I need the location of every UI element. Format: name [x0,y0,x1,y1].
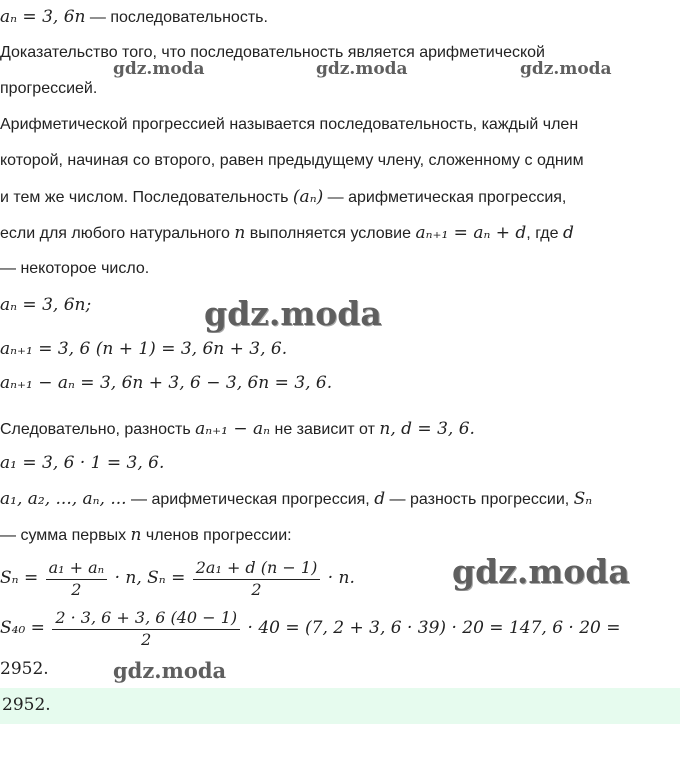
formula-an-seq: (aₙ) [292,187,324,207]
fraction-s40 [52,608,240,650]
formula-n: n [234,223,246,243]
equation-an-plus-1: aₙ₊₁ = 3, 6 (n + 1) = 3, 6n + 3, 6. [0,339,288,359]
fraction-denominator: 2 [251,579,262,599]
s40-lhs: S₄₀ = [0,618,45,638]
watermark-logo-large: gdz.moda [204,294,382,333]
definition-text: если для любого натурального [0,225,235,242]
conclusion-text: Следовательно, разность [0,421,196,438]
line-proof-intro: Доказательство того, что последовательность является арифметической [0,44,545,61]
answer-box [0,688,680,724]
definition-text: выполняется условие [245,225,416,242]
sum-text: — сумма первых [0,527,131,544]
s40-formula [0,606,621,650]
definition-line-3 [0,186,566,209]
equation-a1: a₁ = 3, 6 · 1 = 3, 6. [0,453,165,473]
fraction-sn-1 [46,558,108,600]
formula-sequence: a₁, a₂, ..., aₙ, ... [0,489,127,509]
sum-description-line [0,524,292,547]
definition-line-5: — некоторое число. [0,260,150,277]
definition-line-1: Арифметической прогрессией называется последовательность, каждый член [0,116,579,133]
result-value: 2952. [0,659,49,679]
equation-difference: aₙ₊₁ − aₙ = 3, 6n + 3, 6 − 3, 6n = 3, 6. [0,373,333,393]
equation-an: aₙ = 3, 6n; [0,295,92,315]
definition-line-4 [0,222,574,245]
sequence-line [0,488,592,511]
formula-sn: Sₙ [573,489,593,509]
formula-an: aₙ = 3, 6n [0,7,86,27]
line-sequence-definition [0,6,268,29]
sn-lhs: Sₙ = [0,568,39,588]
fraction-denominator: 2 [71,579,82,599]
formula-d: d [374,489,386,509]
text-sequence: — последовательность. [85,9,268,26]
definition-line-2: которой, начиная со второго, равен предыдущему члену, сложенному с одним [0,152,584,169]
s40-tail: · 40 = (7, 2 + 3, 6 · 39) · 20 = 147, 6 · 20 = [247,618,621,638]
definition-text: , где [526,225,563,242]
sn-tail: · n. [327,568,355,588]
watermark-logo: gdz.moda [520,59,612,79]
conclusion-text: не зависит от [270,421,380,438]
formula-n: n [130,525,142,545]
formula-condition: aₙ₊₁ = aₙ + d [415,223,527,243]
definition-text: — арифметическая прогрессия, [323,189,567,206]
watermark-logo-large: gdz.moda [452,552,630,591]
conclusion-line [0,418,475,441]
answer-value: 2952. [2,695,51,715]
watermark-logo: gdz.moda [113,658,227,683]
fraction-numerator: 2a₁ + d (n − 1) [193,558,321,580]
watermark-logo: gdz.moda [113,59,205,79]
sequence-text: — арифметическая прогрессия, [126,491,375,508]
formula-d-value: n, d = 3, 6. [379,419,475,439]
sequence-text: — разность прогрессии, [385,491,574,508]
fraction-sn-2 [193,558,321,600]
fraction-numerator: a₁ + aₙ [46,558,108,580]
formula-d: d [562,223,574,243]
definition-text: и тем же числом. Последовательность [0,189,293,206]
fraction-numerator: 2 · 3, 6 + 3, 6 (40 − 1) [52,608,240,630]
fraction-denominator: 2 [141,629,152,649]
formula-difference: aₙ₊₁ − aₙ [195,419,271,439]
line-progression: прогрессией. [0,80,98,97]
sum-text: членов прогрессии: [141,527,292,544]
watermark-logo: gdz.moda [316,59,408,79]
sn-middle: · n, Sₙ = [114,568,186,588]
sn-formula [0,556,355,600]
